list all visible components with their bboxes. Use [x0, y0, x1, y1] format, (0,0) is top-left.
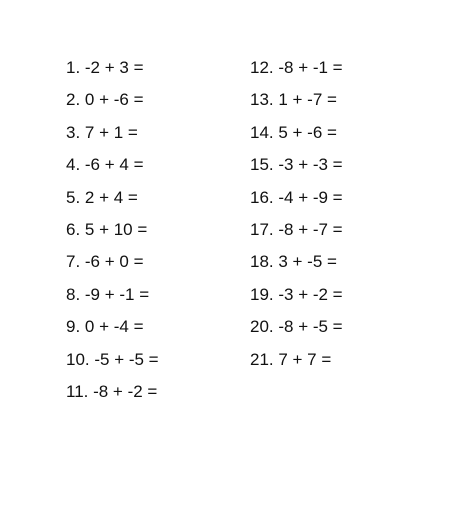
problem-15: 15. -3 + -3 = — [250, 155, 343, 175]
problem-10: 10. -5 + -5 = — [66, 349, 159, 369]
problem-4: 4. -6 + 4 = — [66, 155, 144, 175]
problem-13: 13. 1 + -7 = — [250, 90, 337, 110]
problem-12: 12. -8 + -1 = — [250, 58, 343, 77]
problem-17: 17. -8 + -7 = — [250, 219, 343, 239]
problem-11: 11. -8 + -2 = — [66, 381, 158, 401]
problem-7: 7. -6 + 0 = — [66, 252, 144, 272]
problem-21: 21. 7 + 7 = — [250, 349, 332, 369]
problem-14: 14. 5 + -6 = — [250, 122, 337, 142]
problem-8: 8. -9 + -1 = — [66, 284, 150, 304]
problem-column-right — [250, 56, 343, 380]
problem-1: 1. -2 + 3 = — [66, 58, 144, 77]
problem-19: 19. -3 + -2 = — [250, 284, 343, 304]
problem-6: 6. 5 + 10 = — [66, 219, 148, 239]
problem-2: 2. 0 + -6 = — [66, 90, 144, 110]
problem-column-left — [66, 56, 159, 412]
problem-9: 9. 0 + -4 = — [66, 317, 144, 337]
problem-3: 3. 7 + 1 = — [66, 122, 138, 142]
problem-5: 5. 2 + 4 = — [66, 187, 138, 207]
problem-20: 20. -8 + -5 = — [250, 317, 343, 337]
problem-18: 18. 3 + -5 = — [250, 252, 337, 272]
problem-16: 16. -4 + -9 = — [250, 187, 343, 207]
